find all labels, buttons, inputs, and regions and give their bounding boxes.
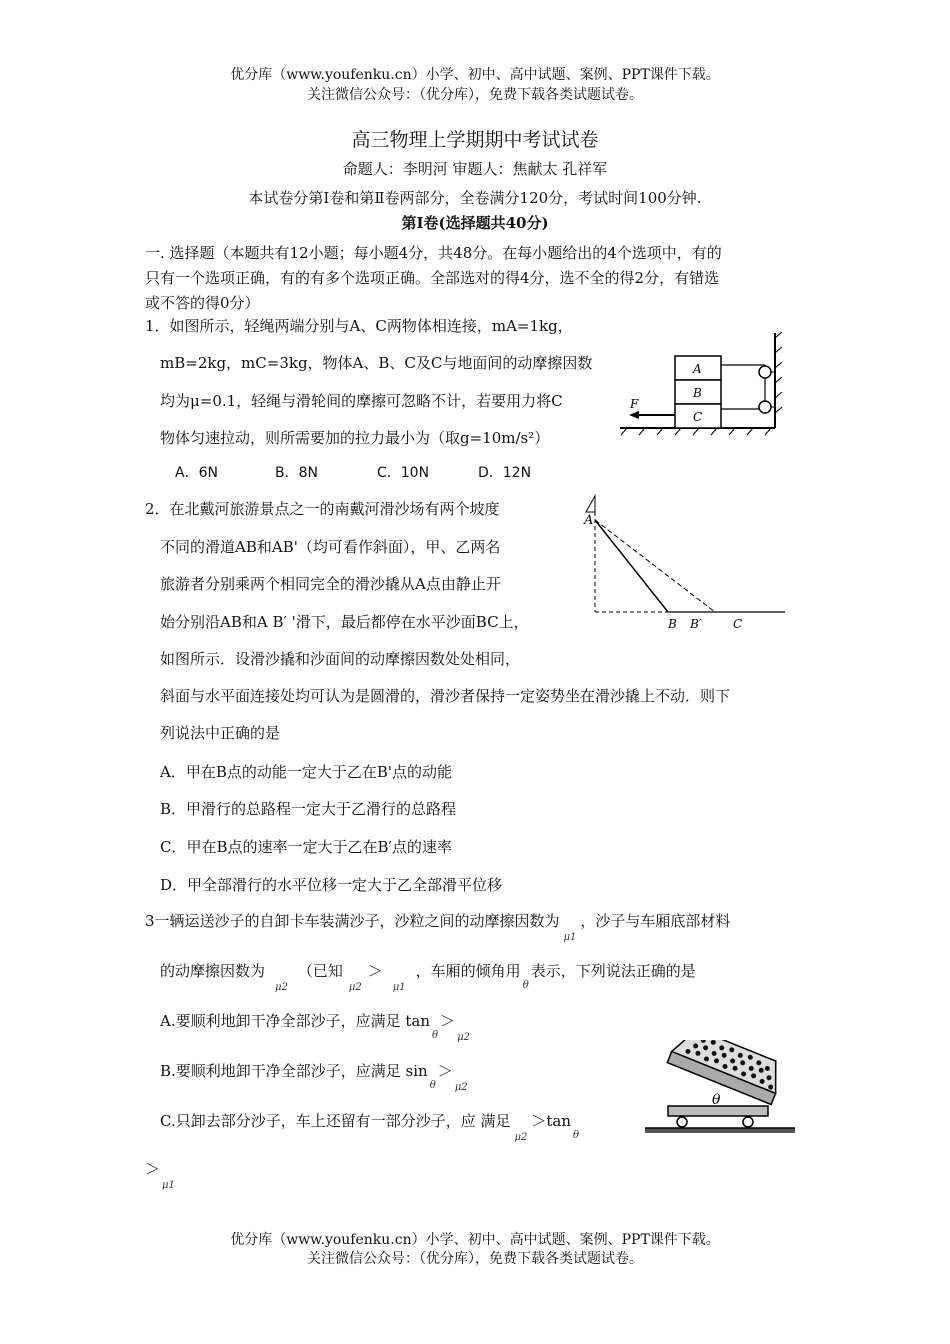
q1-line-2: mB=2kg，mC=3kg，物体A、B、C及C与地面间的动摩擦因数 <box>160 354 593 372</box>
q2-slopes-figure <box>580 490 795 635</box>
q3-option-c-text: C.只卸去部分沙子，车上还留有一部分沙子，应 满足 <box>160 1112 511 1130</box>
q2-line-5: 如图所示．设滑沙撬和沙面间的动摩擦因数处处相同， <box>160 650 521 668</box>
q3-mu2-b: μ2 <box>348 982 362 993</box>
q1-option-b: B．8N <box>275 465 318 481</box>
label-b: B <box>693 386 702 400</box>
section-intro-line-1: 一. 选择题（本题共有12小题；每小题4分，共48分。在每小题给出的4个选项中，有的 <box>145 244 722 262</box>
q2-line-4: 始分别沿AB和A B′ '滑下，最后都停在水平沙面BC上， <box>160 613 529 631</box>
footer-line-2: 关注微信公众号：（优分库），免费下载各类试题试卷。 <box>307 1251 643 1267</box>
pulley-top <box>759 366 771 378</box>
q3-gt-2: ＞ <box>440 1012 456 1030</box>
q3-line-1-text: 3一辆运送沙子的自卸卡车装满沙子，沙粒之间的动摩擦因数为 <box>145 912 560 930</box>
q1-option-c: C．10N <box>377 465 430 481</box>
exam-info: 本试卷分第I卷和第Ⅱ卷两部分，全卷满分120分，考试时间100分钟. <box>248 189 702 207</box>
footer-line-1: 优分库（www.youfenku.cn）小学、初中、高中试题、案例、PPT课件下载。 <box>230 1232 720 1248</box>
q1-line-4: 物体匀速拉动，则所需要加的拉力最小为（取g=10m/s²） <box>160 429 550 447</box>
label-c: C <box>693 410 703 424</box>
q1-blocks-pulley-figure <box>615 328 795 440</box>
q3-mu2-d: μ2 <box>454 1082 468 1093</box>
q3-option-a-text: A.要顺利地卸干净全部沙子，应满足 tan <box>160 1012 431 1030</box>
label-a: A <box>693 362 702 376</box>
label-f: F <box>630 397 639 411</box>
part1-heading: 第I卷(选择题共40分) <box>401 214 549 232</box>
section-intro-line-2: 只有一个选项正确，有的有多个选项正确。全部选对的得4分，选不全的得2分，有错选 <box>145 269 720 287</box>
q2-option-d: D．甲全部滑行的水平位移一定大于乙全部滑平位移 <box>160 876 503 894</box>
q1-line-1: 1．如图所示，轻绳两端分别与A、C两物体相连接，mA=1kg， <box>145 317 573 335</box>
q2-line-6: 斜面与水平面连接处均可认为是圆滑的，滑沙者保持一定姿势坐在滑沙撬上不动．则下 <box>160 687 731 705</box>
q3-mu2-a: μ2 <box>275 982 288 993</box>
q3-gt-4: ＞ <box>145 1160 161 1178</box>
exam-authors: 命题人：李明河 审题人：焦献太 孔祥军 <box>342 160 608 178</box>
exam-title: 高三物理上学期期中考试试卷 <box>351 129 599 151</box>
q3-mu1-c: μ1 <box>162 1180 175 1191</box>
q3-option-c-tan: ＞tan <box>531 1112 571 1130</box>
header-line-1: 优分库（www.youfenku.cn）小学、初中、高中试题、案例、PPT课件下载。 <box>230 67 720 83</box>
label-point-c: C <box>733 617 743 631</box>
q3-mu2-c: μ2 <box>457 1032 470 1043</box>
q3-mu1: μ1 <box>563 932 577 943</box>
q3-theta-a: θ <box>522 980 529 991</box>
label-point-b-prime: B′ <box>690 617 702 631</box>
q2-option-a: A．甲在B点的动能一定大于乙在B'点的动能 <box>160 763 453 781</box>
q3-option-b-text: B.要顺利地卸干净全部沙子，应满足 sin <box>160 1062 428 1080</box>
q2-option-c: C．甲在B点的速率一定大于乙在B′点的速率 <box>160 838 452 856</box>
label-theta: θ <box>712 1092 721 1108</box>
q2-line-7: 列说法中正确的是 <box>160 724 281 742</box>
q3-line-1-tail: ，沙子与车厢底部材料 <box>580 912 731 930</box>
q3-theta-b: θ <box>432 1030 439 1041</box>
q3-theta-c: θ <box>429 1080 436 1091</box>
header-line-2: 关注微信公众号：（优分库），免费下载各类试题试卷。 <box>307 87 643 103</box>
q3-line-2-d: 表示，下列说法正确的是 <box>530 962 696 980</box>
label-point-a: A <box>584 513 594 528</box>
q2-line-2: 不同的滑道AB和AB'（均可看作斜面），甲、乙两名 <box>160 538 501 556</box>
label-point-b: B <box>668 617 677 631</box>
q3-gt-3: ＞ <box>437 1062 453 1080</box>
q2-option-b: B．甲滑行的总路程一定大于乙滑行的总路程 <box>160 800 457 818</box>
pulley-bottom <box>759 401 771 413</box>
q3-line-2-b: （已知 <box>297 962 343 980</box>
q3-line-2-c: ，车厢的倾角用 <box>415 962 521 980</box>
q2-line-3: 旅游者分别乘两个相同完全的滑沙撬从A点由静止开 <box>160 575 501 593</box>
q3-theta-d: θ <box>573 1130 580 1141</box>
q3-mu1-b: μ1 <box>392 982 406 993</box>
q3-gt-1: ＞ <box>367 962 383 980</box>
q2-line-1: 2．在北戴河旅游景点之一的南戴河滑沙场有两个坡度 <box>145 500 500 518</box>
q3-dump-truck-figure <box>640 1040 800 1140</box>
q3-line-2-a: 的动摩擦因数为 <box>160 962 266 980</box>
section-intro-line-3: 或不答的得0分） <box>145 294 260 312</box>
q1-option-d: D．12N <box>478 465 532 481</box>
q1-line-3: 均为μ=0.1，轻绳与滑轮间的摩擦可忽略不计，若要用力将C <box>160 392 563 410</box>
q1-option-a: A．6N <box>175 465 218 481</box>
q3-mu2-e: μ2 <box>514 1132 528 1143</box>
